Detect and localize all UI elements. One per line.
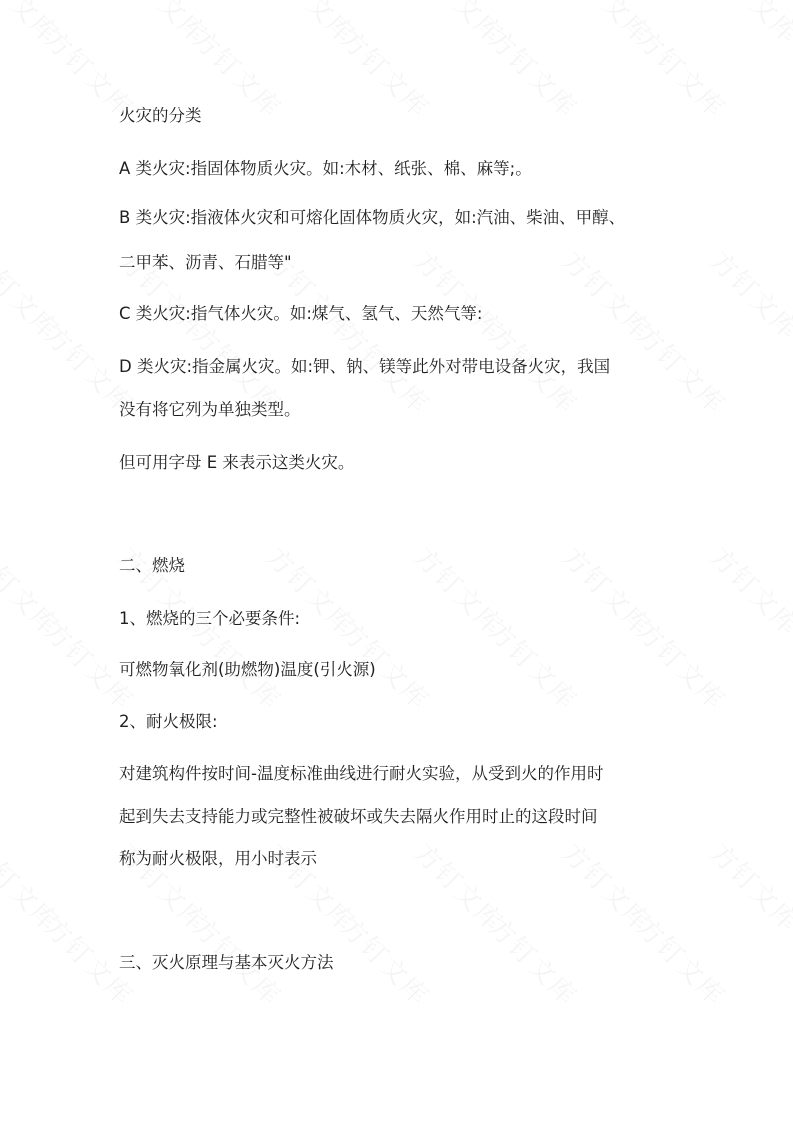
watermark-text [703,538,793,643]
paragraph-class-d-line1: D 类火灾:指金属火灾。如:钾、钠、镁等此外对带电设备火灾，我国 [119,357,611,376]
watermark-text [259,0,364,51]
watermark-text [629,908,734,1013]
paragraph-class-c: C 类火灾:指气体火灾。如:煤气、氢气、天然气等: [119,304,483,323]
paragraph-class-b-line2: 二甲苯、沥青、石腊等" [119,253,292,272]
watermark-text [407,538,512,643]
watermark-text [0,538,69,643]
subheading-combustion-conditions: 1、燃烧的三个必要条件: [119,609,301,628]
watermark-text [407,834,512,939]
watermark-text [629,20,734,125]
watermark-text [0,242,69,347]
heading-combustion: 二、燃烧 [119,556,185,575]
watermark-text [0,0,69,51]
paragraph-class-b-line1: B 类火灾:指液体火灾和可熔化固体物质火灾，如:汽油、柴油、甲醇、 [119,208,626,227]
subheading-fire-resistance: 2、耐火极限: [119,712,218,731]
watermark-text [555,0,660,51]
paragraph-combustion-conditions: 可燃物氧化剂(助燃物)温度(引火源) [119,660,376,679]
watermark-text [481,20,586,125]
paragraph-class-d-line2: 没有将它列为单独类型。 [119,400,301,419]
watermark-text [703,834,793,939]
watermark-text [703,0,793,51]
heading-extinguishing-principles: 三、灭火原理与基本灭火方法 [119,953,334,972]
watermark-text [0,834,69,939]
paragraph-class-e: 但可用字母 E 来表示这类火灾。 [119,453,355,472]
watermark-text [703,242,793,347]
watermark-text [555,538,660,643]
paragraph-fire-resistance-line3: 称为耐火极限，用小时表示 [119,849,317,868]
watermark-text [333,908,438,1013]
watermark-text [481,612,586,717]
paragraph-fire-resistance-line1: 对建筑构件按时间-温度标准曲线进行耐火实验，从受到火的作用时 [119,764,604,783]
watermark-text [407,0,512,51]
paragraph-class-a: A 类火灾:指固体物质火灾。如:木材、纸张、棉、麻等;。 [119,159,532,178]
watermark-text [481,908,586,1013]
watermark-text [407,242,512,347]
watermark-text [629,612,734,717]
watermark-text [555,834,660,939]
watermark-text [333,20,438,125]
paragraph-fire-resistance-line2: 起到失去支持能力或完整性被破坏或失去隔火作用时止的这段时间 [119,807,598,826]
watermark-text [629,316,734,421]
heading-fire-classification: 火灾的分类 [119,106,202,125]
watermark-text [555,242,660,347]
watermark-text [111,0,216,51]
